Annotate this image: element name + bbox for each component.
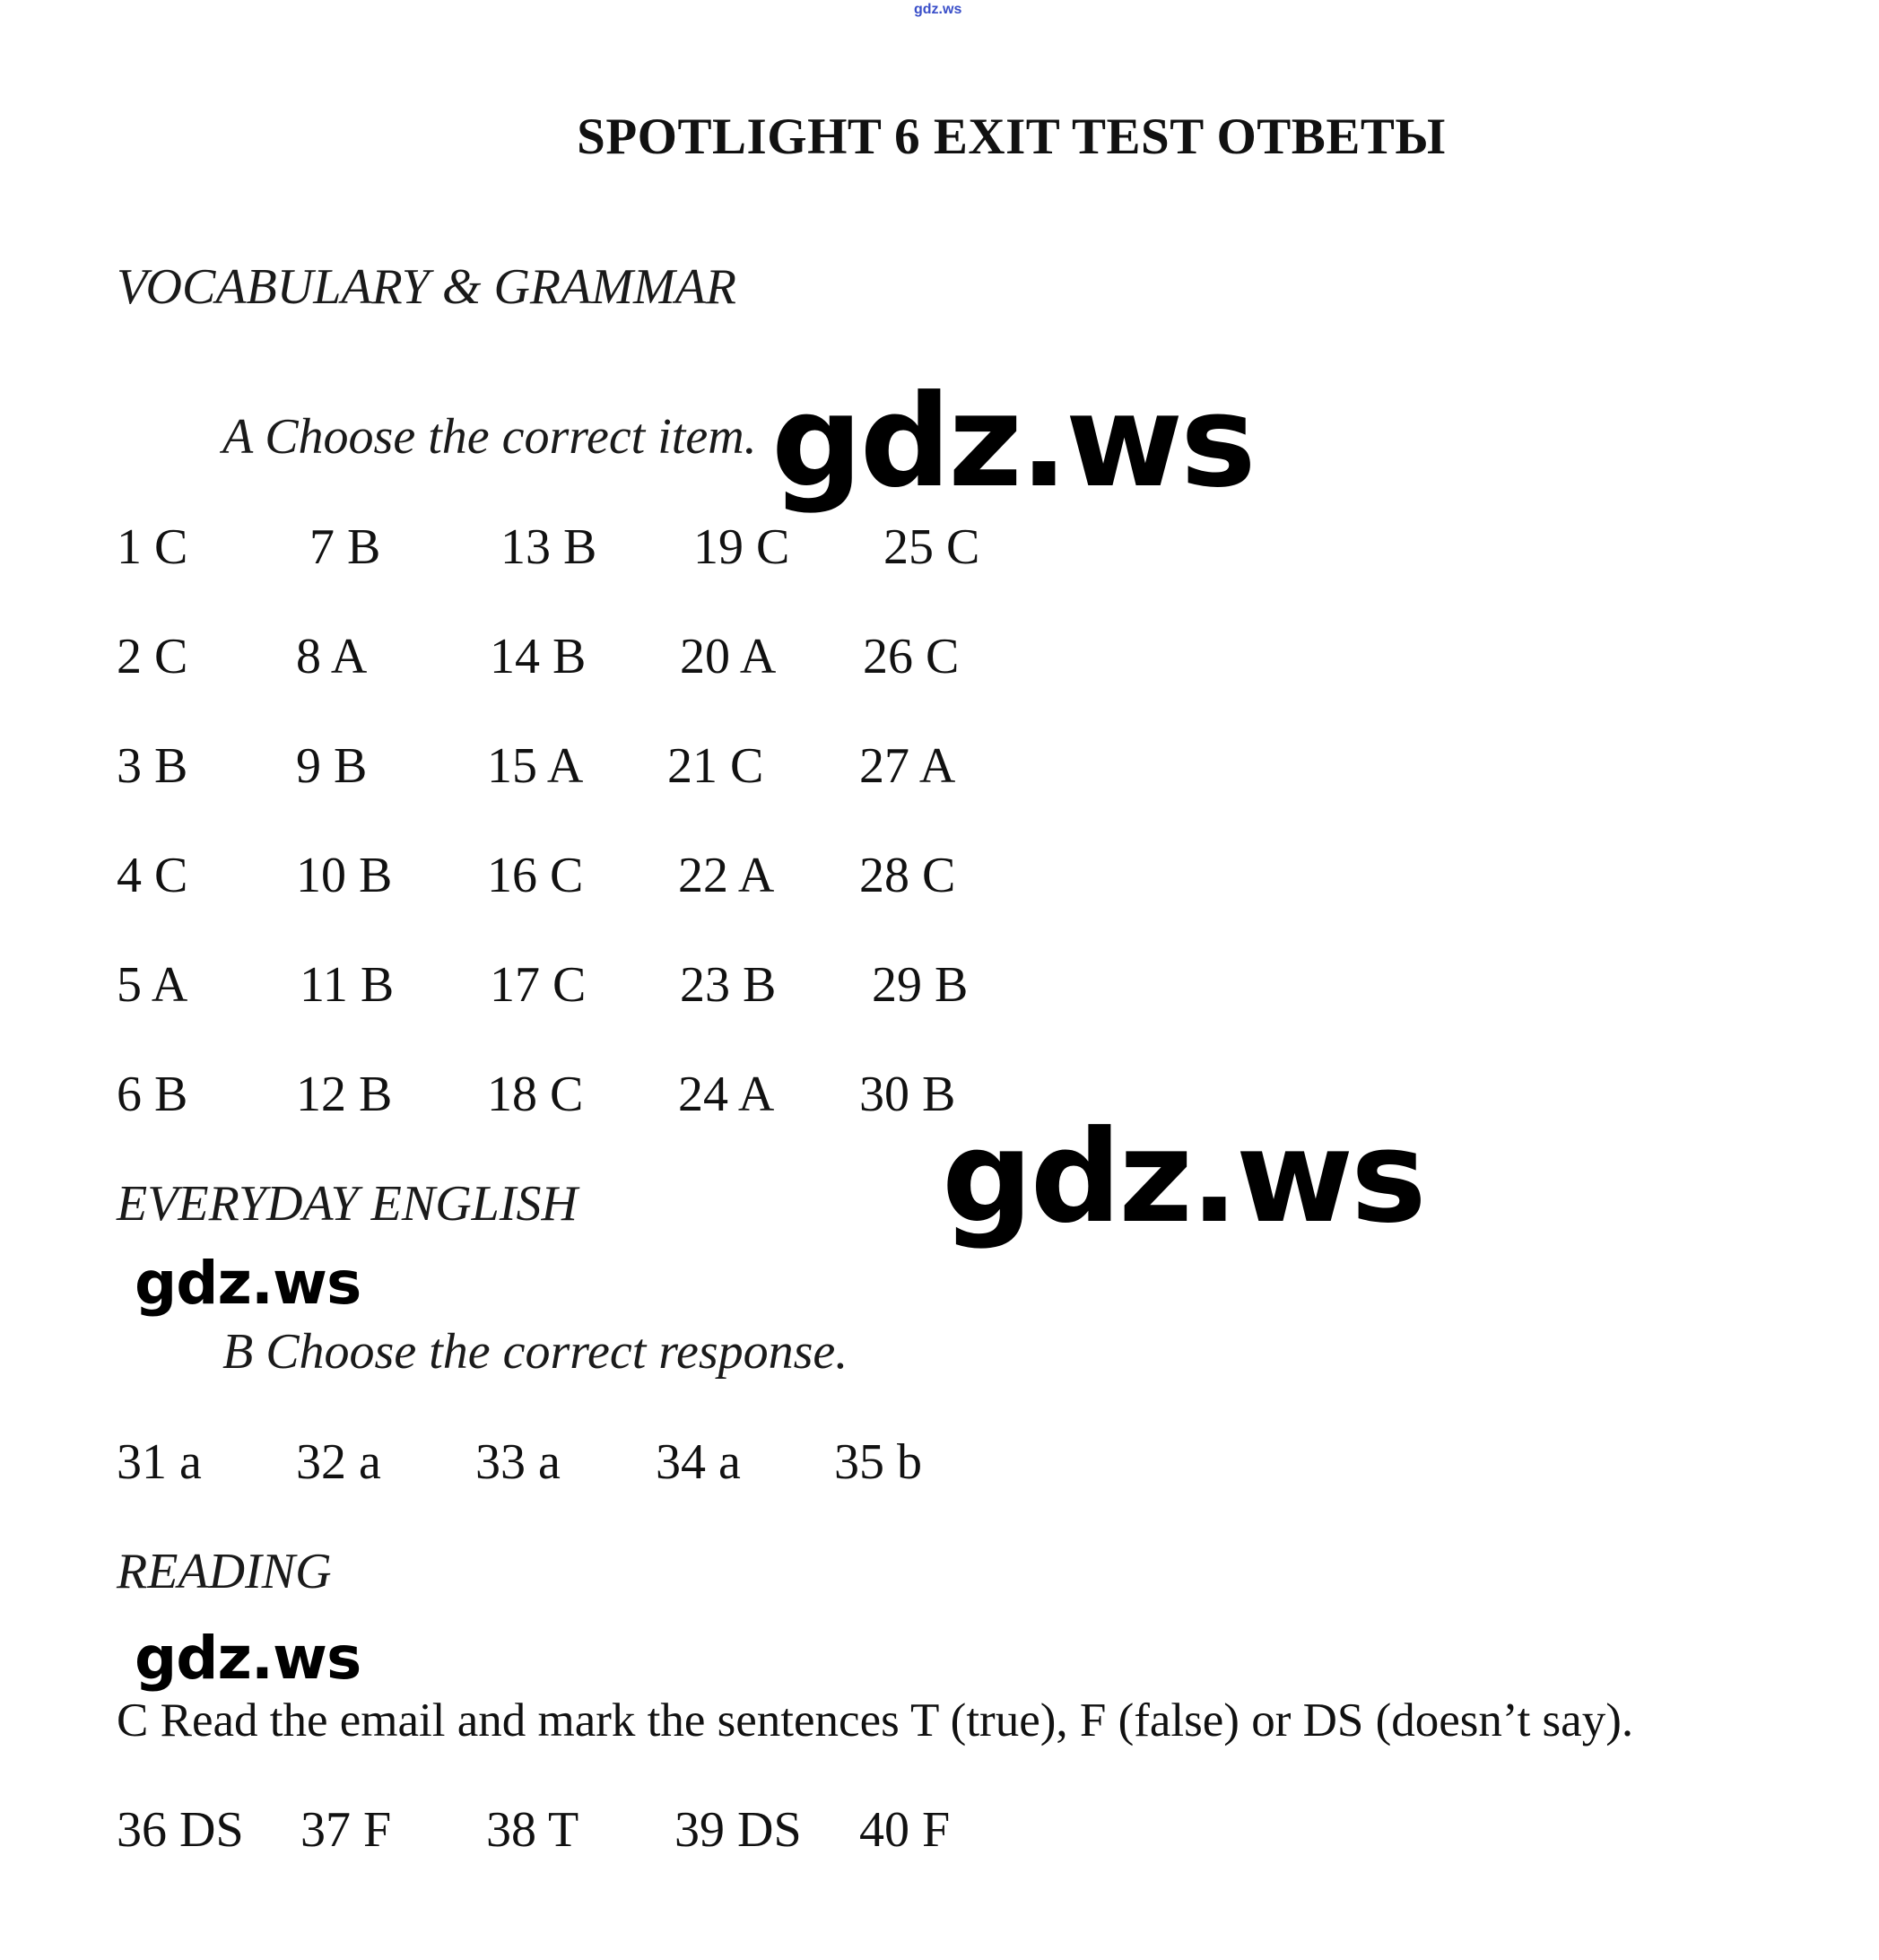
answer-item: 4 C bbox=[117, 848, 188, 903]
answer-item: 6 B bbox=[117, 1067, 188, 1122]
answer-item: 19 C bbox=[693, 519, 790, 575]
answer-item: 34 a bbox=[656, 1434, 741, 1490]
answer-item: 31 a bbox=[117, 1434, 202, 1490]
answer-item: 39 DS bbox=[674, 1802, 802, 1858]
answer-item: 7 B bbox=[309, 519, 381, 575]
answer-item: 1 C bbox=[117, 519, 188, 575]
answer-item: 20 A bbox=[680, 629, 777, 684]
watermark: gdz.ws bbox=[942, 1103, 1424, 1251]
section-heading-reading: READING bbox=[117, 1544, 332, 1599]
instruction-b: B Choose the correct response. bbox=[222, 1324, 848, 1380]
answer-item: 37 F bbox=[300, 1802, 392, 1858]
answer-item: 3 B bbox=[117, 738, 188, 794]
answer-item: 11 B bbox=[300, 957, 395, 1013]
answer-item: 26 C bbox=[863, 629, 960, 684]
answer-item: 32 a bbox=[296, 1434, 381, 1490]
answer-item: 10 B bbox=[296, 848, 393, 903]
answer-item: 21 C bbox=[667, 738, 764, 794]
answer-item: 16 C bbox=[487, 848, 584, 903]
answer-item: 33 a bbox=[475, 1434, 561, 1490]
answer-item: 36 DS bbox=[117, 1802, 244, 1858]
answer-item: 24 A bbox=[678, 1067, 775, 1122]
answer-item: 12 B bbox=[296, 1067, 393, 1122]
answer-item: 27 A bbox=[859, 738, 956, 794]
page-title: SPOTLIGHT 6 EXIT TEST ОТВЕТЫ bbox=[577, 109, 1446, 165]
answer-item: 40 F bbox=[859, 1802, 951, 1858]
answer-item: 8 A bbox=[296, 629, 368, 684]
answer-item: 22 A bbox=[678, 848, 775, 903]
answer-item: 17 C bbox=[490, 957, 587, 1013]
top-watermark: gdz.ws bbox=[914, 2, 962, 17]
answer-item: 18 C bbox=[487, 1067, 584, 1122]
answer-item: 30 B bbox=[859, 1067, 956, 1122]
answer-item: 5 A bbox=[117, 957, 188, 1013]
answer-item: 29 B bbox=[872, 957, 969, 1013]
watermark: gdz.ws bbox=[135, 1249, 361, 1318]
answer-item: 14 B bbox=[490, 629, 587, 684]
section-heading-vocabulary: VOCABULARY & GRAMMAR bbox=[117, 259, 737, 315]
answer-item: 23 B bbox=[680, 957, 777, 1013]
watermark: gdz.ws bbox=[771, 368, 1254, 516]
section-heading-everyday: EVERYDAY ENGLISH bbox=[117, 1176, 578, 1232]
instruction-a: A Choose the correct item. bbox=[222, 409, 757, 465]
answer-item: 38 T bbox=[486, 1802, 579, 1858]
watermark: gdz.ws bbox=[135, 1624, 361, 1693]
answer-item: 35 b bbox=[834, 1434, 922, 1490]
answer-item: 25 C bbox=[883, 519, 980, 575]
answer-item: 9 B bbox=[296, 738, 368, 794]
answer-item: 15 A bbox=[487, 738, 584, 794]
answer-item: 13 B bbox=[500, 519, 597, 575]
answer-item: 2 C bbox=[117, 629, 188, 684]
instruction-c: C Read the email and mark the sentences T (true), F (false) or DS (doesn’t say). bbox=[117, 1694, 1634, 1747]
answer-item: 28 C bbox=[859, 848, 956, 903]
